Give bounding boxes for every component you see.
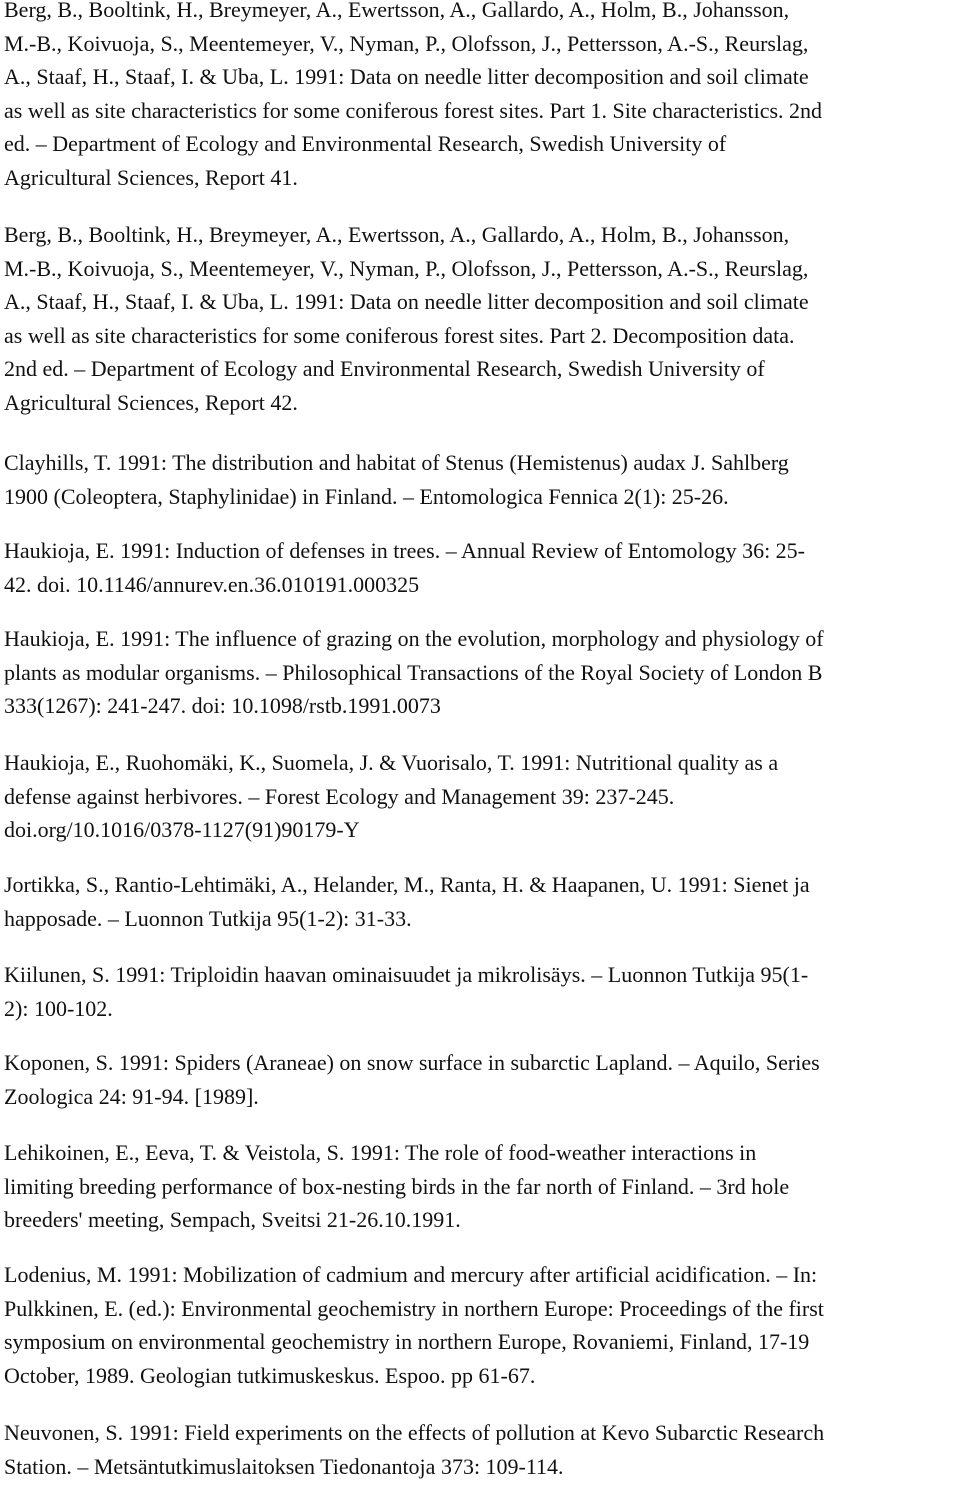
reference-line: October, 1989. Geologian tutkimuskeskus. Espoo. pp 61-67. <box>4 1362 536 1388</box>
reference-line: 2nd ed. – Department of Ecology and Environmental Research, Swedish University of <box>4 356 765 381</box>
reference-line: ed. – Department of Ecology and Environmental Research, Swedish University of <box>4 131 727 156</box>
reference-line: limiting breeding performance of box-nesting birds in the far north of Finland. – 3rd hole <box>4 1173 790 1199</box>
reference-line: breeders' meeting, Sempach, Sveitsi 21-26.10.1991. <box>4 1207 461 1232</box>
reference-line: Lehikoinen, E., Eeva, T. & Veistola, S. 1991: The role of food-weather interactions in <box>4 1140 757 1165</box>
reference-line: as well as site characteristics for some coniferous forest sites. Part 1. Site characteristics. 2nd <box>4 97 823 123</box>
reference-line: 42. doi. 10.1146/annurev.en.36.010191.000325 <box>4 571 420 597</box>
reference-entry <box>4 1046 820 1113</box>
reference-line: defense against herbivores. – Forest Ecology and Management 39: 237-245. <box>4 783 675 809</box>
reference-line: Agricultural Sciences, Report 42. <box>4 389 298 415</box>
reference-entry <box>4 746 778 847</box>
reference-line: Lodenius, M. 1991: Mobilization of cadmium and mercury after artificial acidification. – In: <box>4 1262 818 1287</box>
reference-entry <box>4 446 789 513</box>
reference-line: Zoologica 24: 91-94. [1989]. <box>4 1083 259 1109</box>
reference-line: Haukioja, E., Ruohomäki, K., Suomela, J. & Vuorisalo, T. 1991: Nutritional quality as a <box>4 750 779 775</box>
reference-line: doi.org/10.1016/0378-1127(91)90179-Y <box>4 817 360 842</box>
reference-list <box>4 0 959 1485</box>
reference-entry <box>4 218 809 419</box>
reference-line: happosade. – Luonnon Tutkija 95(1-2): 31-33. <box>4 905 412 931</box>
reference-line: Pulkkinen, E. (ed.): Environmental geochemistry in northern Europe: Proceedings of the first <box>4 1295 824 1321</box>
reference-line: M.-B., Koivuoja, S., Meentemeyer, V., Nyman, P., Olofsson, J., Pettersson, A.-S., Reurslag, <box>4 30 809 56</box>
reference-line: symposium on environmental geochemistry in northern Europe, Rovaniemi, Finland, 17-19 <box>4 1329 810 1354</box>
reference-line: Haukioja, E. 1991: The influence of grazing on the evolution, morphology and physiology of <box>4 626 824 651</box>
reference-entry <box>4 0 822 194</box>
reference-line: 1900 (Coleoptera, Staphylinidae) in Finland. – Entomologica Fennica 2(1): 25-26. <box>4 483 729 509</box>
reference-line: M.-B., Koivuoja, S., Meentemeyer, V., Nyman, P., Olofsson, J., Pettersson, A.-S., Reurslag, <box>4 255 809 281</box>
reference-line: Neuvonen, S. 1991: Field experiments on the effects of pollution at Kevo Subarctic Research <box>4 1420 825 1445</box>
reference-line: Agricultural Sciences, Report 41. <box>4 164 298 190</box>
reference-entry <box>4 1258 824 1392</box>
reference-line: Jortikka, S., Rantio-Lehtimäki, A., Helander, M., Ranta, H. & Haapanen, U. 1991: Sienet ja <box>4 872 810 897</box>
reference-line: 333(1267): 241-247. doi: 10.1098/rstb.1991.0073 <box>4 693 441 718</box>
reference-entry <box>4 1416 824 1483</box>
reference-entry <box>4 1136 789 1237</box>
reference-entry <box>4 534 805 601</box>
reference-line: A., Staaf, H., Staaf, I. & Uba, L. 1991: Data on needle litter decomposition and soil climate <box>4 289 809 314</box>
reference-line: Kiilunen, S. 1991: Triploidin haavan ominaisuudet ja mikrolisäys. – Luonnon Tutkija 95(1- <box>4 962 809 987</box>
reference-line: Clayhills, T. 1991: The distribution and habitat of Stenus (Hemistenus) audax J. Sahlberg <box>4 450 789 475</box>
reference-line: Berg, B., Booltink, H., Breymeyer, A., Ewertsson, A., Gallardo, A., Holm, B., Johansson, <box>4 0 790 22</box>
reference-line: A., Staaf, H., Staaf, I. & Uba, L. 1991: Data on needle litter decomposition and soil climate <box>4 64 809 89</box>
reference-entry <box>4 958 808 1025</box>
reference-line: as well as site characteristics for some coniferous forest sites. Part 2. Decomposition data. <box>4 322 795 348</box>
reference-entry <box>4 868 810 935</box>
reference-line: plants as modular organisms. – Philosophical Transactions of the Royal Society of London B <box>4 659 823 685</box>
reference-line: Station. – Metsäntutkimuslaitoksen Tiedonantoja 373: 109-114. <box>4 1453 564 1479</box>
reference-line: Haukioja, E. 1991: Induction of defenses in trees. – Annual Review of Entomology 36: 25- <box>4 538 806 563</box>
reference-line: Berg, B., Booltink, H., Breymeyer, A., Ewertsson, A., Gallardo, A., Holm, B., Johansson, <box>4 222 790 247</box>
reference-entry <box>4 622 824 723</box>
reference-line: Koponen, S. 1991: Spiders (Araneae) on snow surface in subarctic Lapland. – Aquilo, Series <box>4 1050 820 1075</box>
reference-line: 2): 100-102. <box>4 995 113 1021</box>
